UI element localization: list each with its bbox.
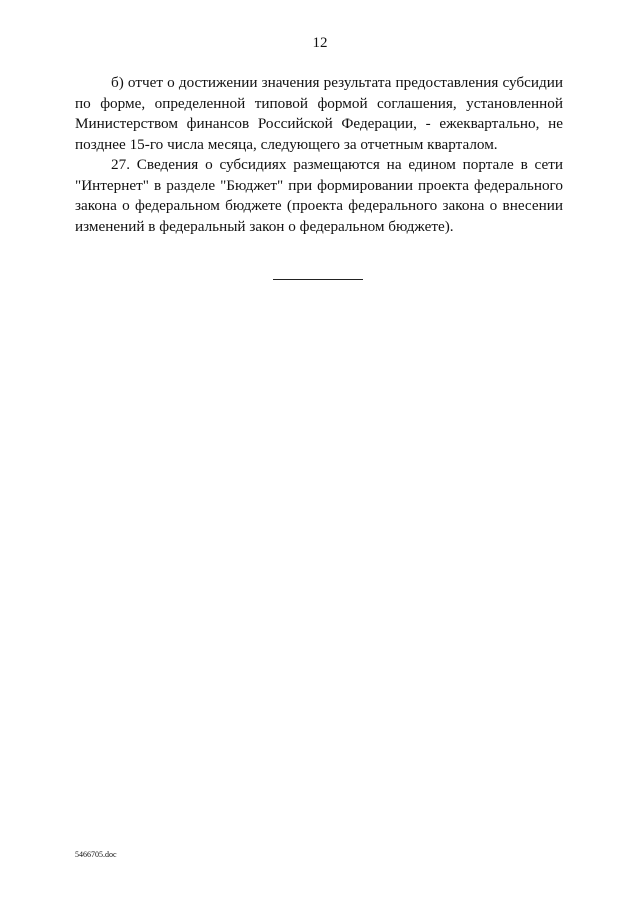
document-file-code: 5466705.doc	[75, 850, 117, 859]
paragraph-b-report: б) отчет о достижении значения результата предоставления субсидии по форме, определенной типовой формой соглашения, установленной Министерством финансов Российской Федерации, - ежеквартально, не позднее 15-го числа месяца, следующего за отчетным кварталом.	[75, 74, 563, 153]
document-body	[75, 73, 563, 237]
page-number: 12	[312, 35, 328, 51]
end-separator-line	[273, 279, 363, 280]
paragraph-27-subsidy-info: 27. Сведения о субсидиях размещаются на едином портале в сети "Интернет" в разделе "Бюджет" при формировании проекта федерального закона о федеральном бюджете (проекта федерального закона о внесении изменений в федеральный закон о федеральном бюджете).	[75, 156, 563, 235]
